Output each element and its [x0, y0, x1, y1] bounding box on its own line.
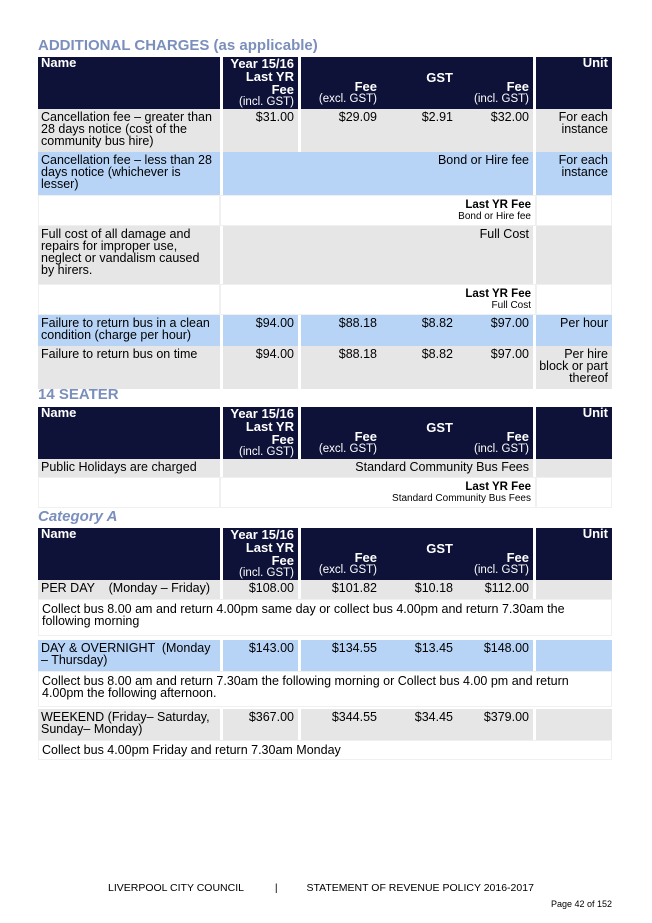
row-name: WEEKEND (Friday– Saturday, Sunday– Monday) [38, 709, 220, 740]
header-unit: Unit [536, 407, 612, 459]
row-span-value: Full Cost [220, 226, 536, 284]
page-footer [108, 882, 534, 894]
header-name: Name [38, 407, 220, 459]
row-unit: Per hire block or part thereof [536, 346, 612, 389]
row-gst: $8.82 [381, 315, 457, 346]
row-last-yr: $108.00 [220, 580, 301, 599]
last-yr-note-row [38, 195, 612, 226]
row-fee-incl: $112.00 [457, 580, 536, 599]
row-name: Public Holidays are charged [38, 459, 220, 477]
row-gst: $34.45 [381, 709, 457, 740]
table-row [38, 346, 612, 389]
table-row [38, 315, 612, 346]
table-row [38, 580, 612, 599]
row-fee-excl: $88.18 [301, 315, 381, 346]
table-row [38, 109, 612, 152]
row-fee-incl: $32.00 [457, 109, 536, 152]
row-fee-incl: $97.00 [457, 315, 536, 346]
table-row [38, 459, 612, 477]
row-description: Collect bus 4.00pm Friday and return 7.30am Monday [38, 740, 612, 760]
page-number: Page 42 of 152 [550, 899, 612, 909]
table-row [38, 709, 612, 740]
header-name: Name [38, 57, 220, 109]
row-name: Failure to return bus on time [38, 346, 220, 389]
row-unit [536, 709, 612, 740]
row-last-yr: $94.00 [220, 346, 301, 389]
header-gst: GST [381, 407, 457, 459]
description-row [38, 599, 612, 636]
row-last-yr: $143.00 [220, 640, 301, 671]
row-unit [536, 226, 612, 284]
row-gst: $2.91 [381, 109, 457, 152]
table-header-row [38, 407, 612, 459]
row-name: Failure to return bus in a clean condition (charge per hour) [38, 315, 220, 346]
header-gst: GST [381, 528, 457, 580]
header-fee-excl: Fee (excl. GST) [301, 57, 381, 109]
row-name: Full cost of all damage and repairs for improper use, neglect or vandalism caused by hirers. [38, 226, 220, 284]
row-unit: For each instance [536, 109, 612, 152]
header-last-yr-fee: Year 15/16 Last YR Fee (incl. GST) [220, 407, 301, 459]
row-name: Cancellation fee – greater than 28 days notice (cost of the community bus hire) [38, 109, 220, 152]
row-description: Collect bus 8.00 am and return 4.00pm same day or collect bus 4.00pm and return 7.30am the following morning [38, 599, 612, 636]
row-gst: $13.45 [381, 640, 457, 671]
row-unit: Per hour [536, 315, 612, 346]
row-fee-excl: $134.55 [301, 640, 381, 671]
table-row [38, 226, 612, 284]
row-gst: $8.82 [381, 346, 457, 389]
14-seater-table [38, 407, 612, 508]
header-gst: GST [381, 57, 457, 109]
row-fee-incl: $97.00 [457, 346, 536, 389]
row-unit: For each instance [536, 152, 612, 195]
last-yr-note: Last YR Fee Bond or Hire fee [220, 195, 536, 226]
table-header-row [38, 528, 612, 580]
section-title-additional-charges: ADDITIONAL CHARGES (as applicable) [38, 37, 318, 54]
row-unit [536, 580, 612, 599]
table-header-row [38, 57, 612, 109]
last-yr-note: Last YR Fee Standard Community Bus Fees [220, 477, 536, 508]
row-fee-excl: $344.55 [301, 709, 381, 740]
row-span-value: Standard Community Bus Fees [220, 459, 536, 477]
last-yr-note-row [38, 477, 612, 508]
footer-doc-title: STATEMENT OF REVENUE POLICY 2016-2017 [306, 882, 534, 894]
header-unit: Unit [536, 528, 612, 580]
row-fee-excl: $101.82 [301, 580, 381, 599]
description-row [38, 740, 612, 760]
description-row [38, 671, 612, 707]
row-gst: $10.18 [381, 580, 457, 599]
row-last-yr: $367.00 [220, 709, 301, 740]
header-fee-excl: Fee (excl. GST) [301, 407, 381, 459]
row-unit [536, 459, 612, 477]
row-description: Collect bus 8.00 am and return 7.30am the following morning or Collect bus 4.00 pm and return 4.00pm the following afternoon. [38, 671, 612, 707]
row-name: PER DAY (Monday – Friday) [38, 580, 220, 599]
row-fee-incl: $379.00 [457, 709, 536, 740]
row-fee-excl: $29.09 [301, 109, 381, 152]
row-last-yr: $94.00 [220, 315, 301, 346]
footer-divider: | [274, 882, 278, 894]
footer-org: LIVERPOOL CITY COUNCIL [108, 882, 244, 894]
table-row [38, 152, 612, 195]
row-last-yr: $31.00 [220, 109, 301, 152]
row-unit [536, 640, 612, 671]
last-yr-note-row [38, 284, 612, 315]
row-name: Cancellation fee – less than 28 days notice (whichever is lesser) [38, 152, 220, 195]
additional-charges-table [38, 57, 612, 389]
header-unit: Unit [536, 57, 612, 109]
row-fee-incl: $148.00 [457, 640, 536, 671]
last-yr-note: Last YR Fee Full Cost [220, 284, 536, 315]
row-span-value: Bond or Hire fee [220, 152, 536, 195]
header-name: Name [38, 528, 220, 580]
header-fee-incl: Fee (incl. GST) [457, 57, 536, 109]
section-title-14-seater: 14 SEATER [38, 386, 119, 403]
row-name: DAY & OVERNIGHT (Monday – Thursday) [38, 640, 220, 671]
category-a-table [38, 528, 612, 760]
header-last-yr-fee: Year 15/16 Last YR Fee (incl. GST) [220, 57, 301, 109]
table-row [38, 640, 612, 671]
header-fee-incl: Fee (incl. GST) [457, 407, 536, 459]
section-title-category-a: Category A [38, 508, 118, 525]
header-fee-excl: Fee (excl. GST) [301, 528, 381, 580]
row-fee-excl: $88.18 [301, 346, 381, 389]
header-fee-incl: Fee (incl. GST) [457, 528, 536, 580]
header-last-yr-fee: Year 15/16 Last YR Fee (incl. GST) [220, 528, 301, 580]
